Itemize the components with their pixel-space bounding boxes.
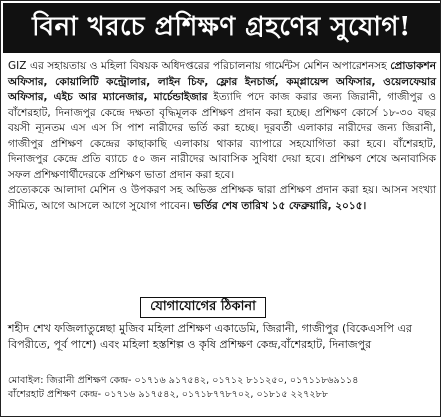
intro-text-1: GIZ এর সহায়তায় ও মহিলা বিষয়ক অধিদপ্তরের পরিচালনায় গার্মেন্টস মেশিন অপারেশনসহ [8,60,391,72]
second-text: প্রত্যেককে আলাদা মেশিন ও উপকরণ সহ অভিজ্ঞ প্রশিক্ষক দ্বারা প্রশিক্ষণ প্রদান করা হয়। আসন সংখ্যা সীমিত, আগে আসলে আগে সুযোগ পাবেন। [8,184,436,212]
header-banner [3,3,440,53]
job-roles: প্রোডাকশন অফিসার, কোয়ালিটি কন্ট্রোলার, লাইন চিফ, ফ্লোর ইনচার্জ, কম্প্লায়েন্স অফিসার, ওয়েলফেয়ার অফিসার, এইচ আর ম্যানেজার, মার্চেন্ডাইজার [8,60,436,103]
contact-heading [140,297,266,318]
admission-deadline: ভর্তির শেষ তারিখ ১৫ ফেব্রুয়ারি, ২০১৫। [193,199,367,212]
intro-paragraph [8,59,436,183]
contact-address: শহীদ শেখ ফজিলাতুন্নেছা মুজিব মহিলা প্রশিক্ষণ একাডেমি, জিরানী, গাজীপুর (বিকেএসপি এর বিপরীতে, পূর্ব পাশে) এবং মহিলা হস্তশিল্প ও কৃষি প্রশিক্ষণ কেন্দ্র,বাঁশেরহাট, দিনাজপুর [8,322,412,351]
header-title: বিনা খরচে প্রশিক্ষণ গ্রহণের সুযোগ! [32,12,411,42]
phone-line-jirani: মোবাইল: জিরানী প্রশিক্ষণ কেন্দ্র- ০১৭১৬ ৯১৭৫৪২, ০১৭১২ ৮১১২৫০, ০১৭১১৮৬৯১১৪ [8,375,359,386]
intro-text-2: ইত্যাদি পদে কাজ করার জন্য জিরানী, গাজীপুর ও বাঁশেরহাট, দিনাজপুর কেন্দ্রে দক্ষতা বৃদ্ধিমূলক প্রশিক্ষণ প্রদান করা হচ্ছে। প্রশিক্ষণ কোর্সে ১৮-৩০ বছর বয়সী ন্যূনতম এস এস সি পাশ নারীদের ভর্তি করা হচ্ছে। দূরবর্তী এলাকার নারীদের জন্য জিরানী, গাজীপুর প্রশিক্ষণ কেন্দ্রের কাছাকাছি এলাকায় থাকার ব্যাপারে সহযোগিতা করা হবে। বাঁশেরহাট, দিনাজপুর কেন্দ্রে প্রতি ব্যাচে ৫০ জন নারীদের আবাসিক সুবিধা দেয়া হবে। প্রশিক্ষণ শেষে অনাবাসিক সফল প্রশিক্ষণার্থীদেরকে প্রশিক্ষণ ভাতা প্রদান করা হবে। [8,91,436,181]
second-paragraph [8,183,436,214]
phone-line-basherhat: বাঁশেরহাট প্রশিক্ষণ কেন্দ্র- ০১৭১৬ ৯১৭৫৪২, ০১৭১৮৭৭৮৭০২, ০১৮১৫ ২২৭২৮৮ [8,389,329,400]
ad-body [8,59,436,214]
contact-heading-text: যোগাযোগের ঠিকানা [150,299,256,314]
phone-numbers [8,374,438,402]
